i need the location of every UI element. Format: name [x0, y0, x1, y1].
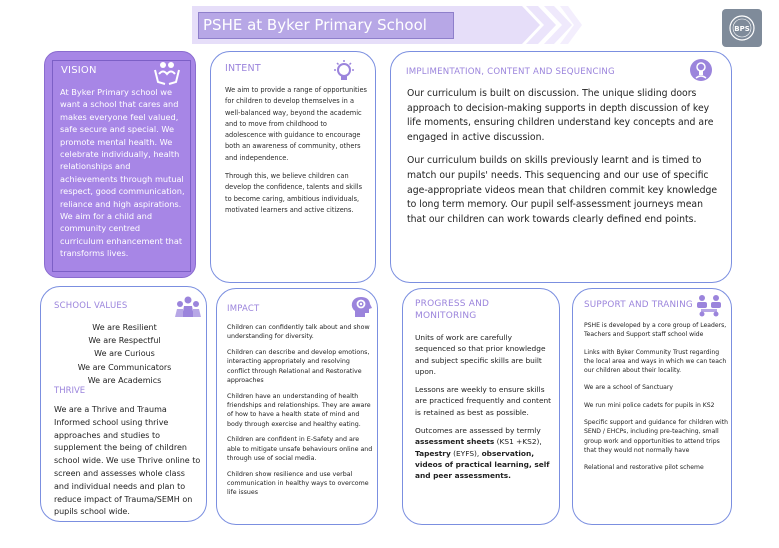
- support-paragraph: Relational and restorative pilot scheme: [584, 464, 704, 472]
- person-bulb-icon: [689, 58, 713, 82]
- impact-paragraph: Children show resilience and use verbal communication in healthy ways to overcome life issues: [227, 470, 369, 497]
- progress-paragraph: Units of work are carefully sequenced so that prior knowledge and subject specific skills are built upon.: [415, 333, 546, 376]
- lightbulb-icon: [331, 59, 357, 85]
- implementation-heading: IMPLIMENTATION, CONTENT AND SEQUENCING: [406, 67, 615, 77]
- team-meeting-icon: [695, 293, 723, 319]
- impact-text: [227, 323, 373, 498]
- value-item: We are Curious: [94, 349, 155, 359]
- implementation-paragraph: Our curriculum is built on discussion. The unique sliding doors approach to decision-making supports in depth discussion of key life moments, ensuring children understand key concepts and are engaged in active discussion.: [407, 88, 714, 143]
- implementation-text: [407, 87, 722, 227]
- progress-heading: PROGRESS AND MONITORING: [415, 299, 490, 321]
- implementation-paragraph: Our curriculum builds on skills previously learnt and is timed to match our pupils' needs. This sequencing and our use of specific age-appropriate videos mean that children commit key knowledge to long term memory. Our pupil self-assessment journeys mean that our children can work towards clearly defined end points.: [407, 155, 718, 225]
- progress-paragraph: Lessons are weekly to ensure skills are practiced frequently and content is retained as best as possible.: [415, 385, 552, 417]
- intent-paragraph: Through this, we believe children can develop the confidence, talents and skills to become caring, ambitious individuals, motivated learners and active citizens.: [225, 172, 363, 214]
- assessment-eyfs: (EYFS),: [450, 448, 482, 458]
- support-heading: SUPPORT AND TRANING: [584, 300, 693, 310]
- assessment-methods: observation, videos of practical learning, self and peer assessments.: [415, 448, 550, 481]
- intent-text: [225, 85, 367, 216]
- value-item: We are Respectful: [88, 336, 161, 346]
- assessment-intro: Outcomes are assessed by termly: [415, 426, 541, 436]
- head-gear-icon: [349, 295, 373, 319]
- assessment-ks: (KS1 +KS2),: [494, 437, 542, 447]
- assessment-sheets: assessment sheets: [415, 437, 495, 447]
- value-item: We are Academics: [87, 375, 162, 385]
- hands-holding-people-icon: [153, 60, 181, 86]
- support-paragraph: We are a school of Sanctuary: [584, 384, 674, 392]
- school-logo: [722, 9, 762, 47]
- impact-paragraph: Children can describe and develop emotions, interacting appropriately and resolving conflict through Relational and Restorative approaches: [227, 349, 370, 384]
- vision-heading: VISION: [61, 65, 97, 76]
- thrive-text: We are a Thrive and Trauma Informed school using thrive approaches and studies to supplement the being of children school wide. We use Thrive online to screen and assesses whole class and individual needs and plan to reduce impact of Trauma/SEMH on pupils school wide.: [54, 405, 201, 517]
- intent-card: [210, 51, 376, 283]
- svg-text:BPS: BPS: [734, 25, 750, 33]
- vision-card: [44, 51, 196, 278]
- school-values-card: [40, 286, 207, 522]
- thrive-heading: THRIVE: [54, 386, 86, 396]
- impact-heading: IMPACT: [227, 304, 260, 314]
- impact-card: [216, 288, 378, 525]
- school-values-heading: SCHOOL VALUES: [54, 301, 128, 311]
- logo-emblem: [727, 13, 757, 43]
- progress-card: [402, 288, 560, 525]
- progress-text: [415, 332, 553, 482]
- intent-heading: INTENT: [225, 63, 261, 74]
- page-title: PSHE at Byker Primary School: [198, 12, 454, 39]
- support-text: [584, 321, 730, 473]
- school-values-list: [41, 321, 208, 387]
- progress-paragraph: [415, 425, 553, 481]
- value-item: We are Communicators: [77, 362, 172, 372]
- people-group-icon: [175, 295, 201, 319]
- value-item: We are Resilient: [92, 323, 157, 332]
- support-paragraph: We run mini police cadets for pupils in KS2: [584, 401, 715, 409]
- intent-paragraph: We aim to provide a range of opportunities for children to develop themselves in a well-balanced way, beyond the academic and to move from childhood to adolescence with guidance to encourage both an awareness of community, others and independence.: [225, 86, 367, 162]
- title-banner: [192, 6, 582, 44]
- impact-paragraph: Children have an understanding of health friendships and relationships. They are aware of how to have a health state of mind and body through exercise and healthy eating.: [227, 392, 371, 428]
- implementation-card: [390, 51, 732, 283]
- support-paragraph: Links with Byker Community Trust regarding the local area and ways in which we can teach our children about their locality.: [584, 348, 727, 375]
- impact-paragraph: Children are confident in E-Safety and are able to mitigate unsafe behaviours online and through use of social media.: [227, 436, 373, 463]
- support-card: [572, 288, 732, 525]
- impact-paragraph: Children can confidently talk about and show understanding for diversity.: [227, 324, 370, 341]
- support-paragraph: Specific support and guidance for children with SEND / EHCPs, including pre-teaching, small group work and opportunities to attend trips that they would not normally have: [584, 419, 728, 454]
- vision-text: At Byker Primary school we want a school that cares and makes everyone feel valued, safe secure and special. We promote mental health. We celebrate individually, health relationships and achievements through mutual respect, good communication, reliance and high aspirations. We aim for a child and community centred curriculum enhancement that transforms lives.: [60, 87, 185, 259]
- support-paragraph: PSHE is developed by a core group of Leaders, Teachers and Support staff school wide: [584, 322, 727, 339]
- assessment-tapestry: Tapestry: [415, 448, 451, 458]
